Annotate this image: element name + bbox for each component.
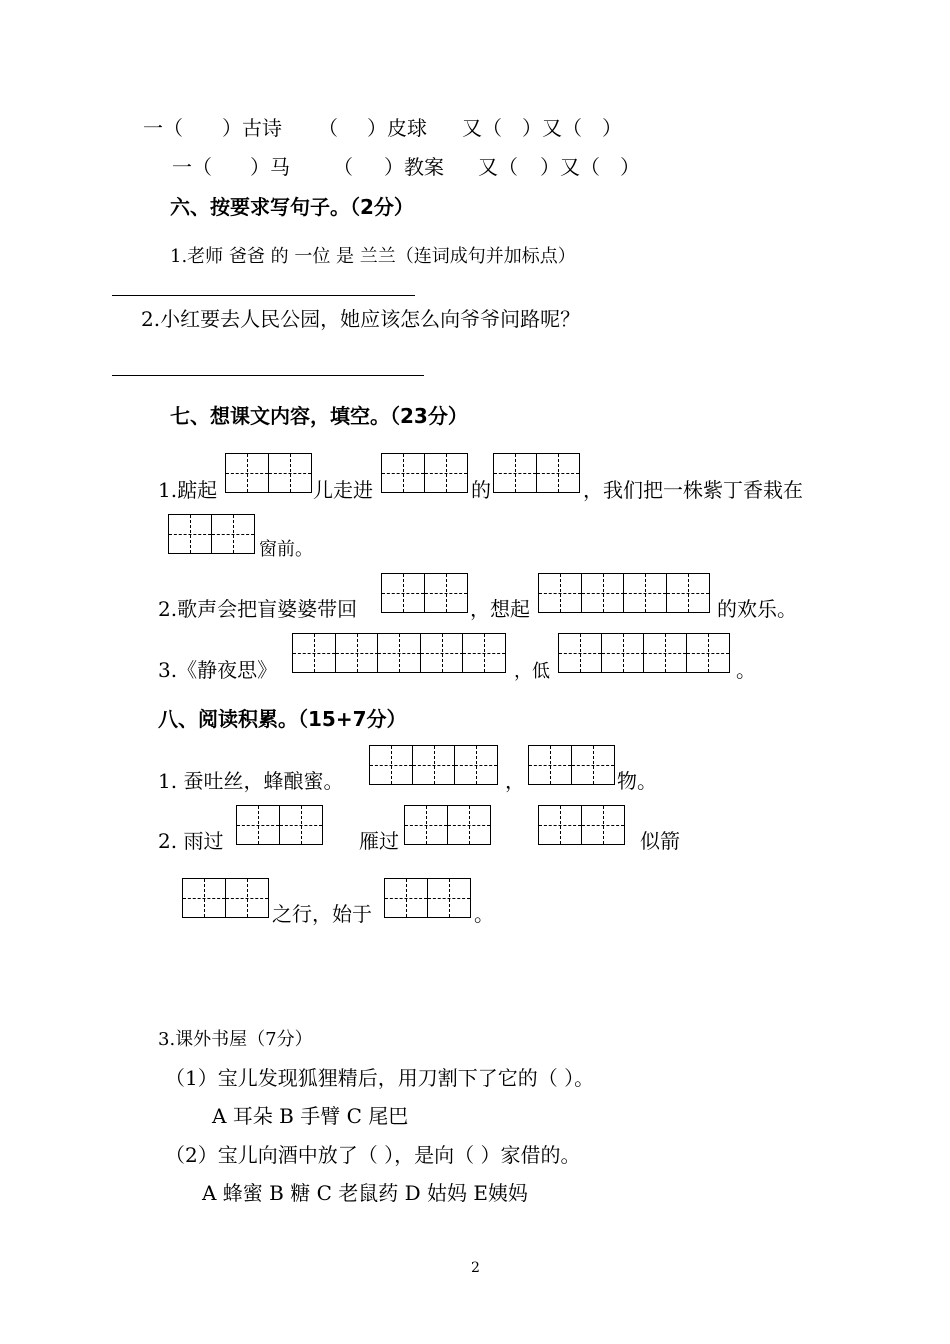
char-cell[interactable] xyxy=(225,878,269,918)
char-cell[interactable] xyxy=(493,453,537,493)
char-cell[interactable] xyxy=(623,573,667,613)
char-cell[interactable] xyxy=(462,633,506,673)
char-grid-s8-6 xyxy=(182,878,267,918)
s7-q2-c: 的欢乐。 xyxy=(717,597,797,621)
phrase-jiaoan: ）教案 xyxy=(384,155,444,179)
char-cell[interactable] xyxy=(292,633,336,673)
char-cell[interactable] xyxy=(454,745,498,785)
phrase-ma: ）马 xyxy=(250,155,290,179)
char-grid-s7-1 xyxy=(225,453,310,493)
char-cell[interactable] xyxy=(377,633,421,673)
char-cell[interactable] xyxy=(182,878,226,918)
char-grid-s8-4 xyxy=(404,805,489,845)
phrase-you-4: ）又（ xyxy=(540,155,600,179)
char-cell[interactable] xyxy=(420,633,464,673)
s7-q3-c: 。 xyxy=(736,658,756,682)
char-cell[interactable] xyxy=(412,745,456,785)
s7-q1-b: 儿走进 xyxy=(313,478,373,502)
s8-q1-b: ， xyxy=(505,769,525,793)
char-grid-s8-3 xyxy=(236,805,321,845)
section7-heading: 七、想课文内容，填空。（23分） xyxy=(170,404,468,428)
page-number: 2 xyxy=(471,1260,480,1276)
phrase-you-3: 又（ xyxy=(478,155,518,179)
char-cell[interactable] xyxy=(236,805,280,845)
s7-q3-a: 3.《静夜思》 xyxy=(158,658,278,682)
phrase-piqiu: ）皮球 xyxy=(367,116,427,140)
s8-q3: 3.课外书屋（7分） xyxy=(158,1029,313,1050)
section6-q1: 1.老师 爸爸 的 一位 是 兰兰（连词成句并加标点） xyxy=(170,246,576,267)
char-cell[interactable] xyxy=(211,514,255,554)
char-grid-s8-7 xyxy=(384,878,469,918)
s8-q3-1: （1）宝儿发现狐狸精后，用刀割下了它的（ ）。 xyxy=(165,1066,595,1090)
char-cell[interactable] xyxy=(581,805,625,845)
char-cell[interactable] xyxy=(447,805,491,845)
phrase-you-2: ）又（ xyxy=(522,116,582,140)
char-cell[interactable] xyxy=(225,453,269,493)
char-cell[interactable] xyxy=(381,573,425,613)
char-cell[interactable] xyxy=(381,453,425,493)
answer-line-1 xyxy=(112,295,415,296)
s7-q1-e: 窗前。 xyxy=(259,539,313,560)
char-cell[interactable] xyxy=(369,745,413,785)
s7-q2-b: ，想起 xyxy=(470,597,530,621)
char-cell[interactable] xyxy=(666,573,710,613)
char-grid-s8-1 xyxy=(369,745,497,785)
char-cell[interactable] xyxy=(581,573,625,613)
char-cell[interactable] xyxy=(686,633,730,673)
char-cell[interactable] xyxy=(424,453,468,493)
phrase-paren-open: （ xyxy=(318,116,338,140)
phrase-close-2: ） xyxy=(620,155,640,179)
answer-line-2 xyxy=(112,375,424,376)
s8-q2-a: 2. 雨过 xyxy=(158,829,224,853)
char-cell[interactable] xyxy=(643,633,687,673)
char-cell[interactable] xyxy=(538,805,582,845)
s7-q3-b: ，低 xyxy=(514,661,550,682)
char-cell[interactable] xyxy=(335,633,379,673)
char-grid-s7-7 xyxy=(292,633,505,673)
phrase-you-1: 又（ xyxy=(462,116,502,140)
s8-q2-d: 之行，始于 xyxy=(272,902,372,926)
s8-q3-2: （2）宝儿向酒中放了（ ），是向（ ）家借的。 xyxy=(165,1143,581,1167)
char-cell[interactable] xyxy=(268,453,312,493)
char-cell[interactable] xyxy=(558,633,602,673)
phrase-gushi: ）古诗 xyxy=(222,116,282,140)
char-cell[interactable] xyxy=(279,805,323,845)
s8-q3-1-options: A 耳朵 B 手臂 C 尾巴 xyxy=(212,1104,409,1128)
char-cell[interactable] xyxy=(528,745,572,785)
char-grid-s8-2 xyxy=(528,745,613,785)
char-grid-s7-6 xyxy=(538,573,708,613)
s7-q1-d: ，我们把一株紫丁香栽在 xyxy=(583,478,803,502)
char-grid-s7-2 xyxy=(381,453,466,493)
s8-q2-e: 。 xyxy=(474,902,494,926)
char-cell[interactable] xyxy=(571,745,615,785)
s8-q2-c: 似箭 xyxy=(640,829,680,853)
s7-q2-a: 2.歌声会把盲婆婆带回 xyxy=(158,597,358,621)
char-grid-s8-5 xyxy=(538,805,623,845)
s8-q2-b: 雁过 xyxy=(359,829,399,853)
char-cell[interactable] xyxy=(168,514,212,554)
section8-heading: 八、阅读积累。（15+7分） xyxy=(158,707,407,731)
char-grid-s7-8 xyxy=(558,633,728,673)
s7-q1-c: 的 xyxy=(471,478,491,502)
s8-q1-a: 1. 蚕吐丝，蜂酿蜜。 xyxy=(158,769,344,793)
char-cell[interactable] xyxy=(427,878,471,918)
phrase-yi-open: 一（ xyxy=(143,116,183,140)
section6-q2: 2.小红要去人民公园，她应该怎么向爷爷问路呢？ xyxy=(141,307,581,331)
s7-q1-a: 1.踮起 xyxy=(158,478,218,502)
char-cell[interactable] xyxy=(536,453,580,493)
char-cell[interactable] xyxy=(404,805,448,845)
s8-q1-c: 物。 xyxy=(617,769,657,793)
char-cell[interactable] xyxy=(601,633,645,673)
section6-heading: 六、按要求写句子。（2分） xyxy=(170,195,414,219)
phrase-close: ） xyxy=(602,116,622,140)
char-grid-s7-5 xyxy=(381,573,466,613)
s8-q3-2-options: A 蜂蜜 B 糖 C 老鼠药 D 姑妈 E姨妈 xyxy=(202,1181,528,1205)
char-cell[interactable] xyxy=(424,573,468,613)
char-grid-s7-3 xyxy=(493,453,578,493)
phrase-yi-open-2: 一（ xyxy=(172,155,212,179)
char-grid-s7-4 xyxy=(168,514,253,554)
char-cell[interactable] xyxy=(538,573,582,613)
phrase-paren-open-2: （ xyxy=(333,155,353,179)
char-cell[interactable] xyxy=(384,878,428,918)
